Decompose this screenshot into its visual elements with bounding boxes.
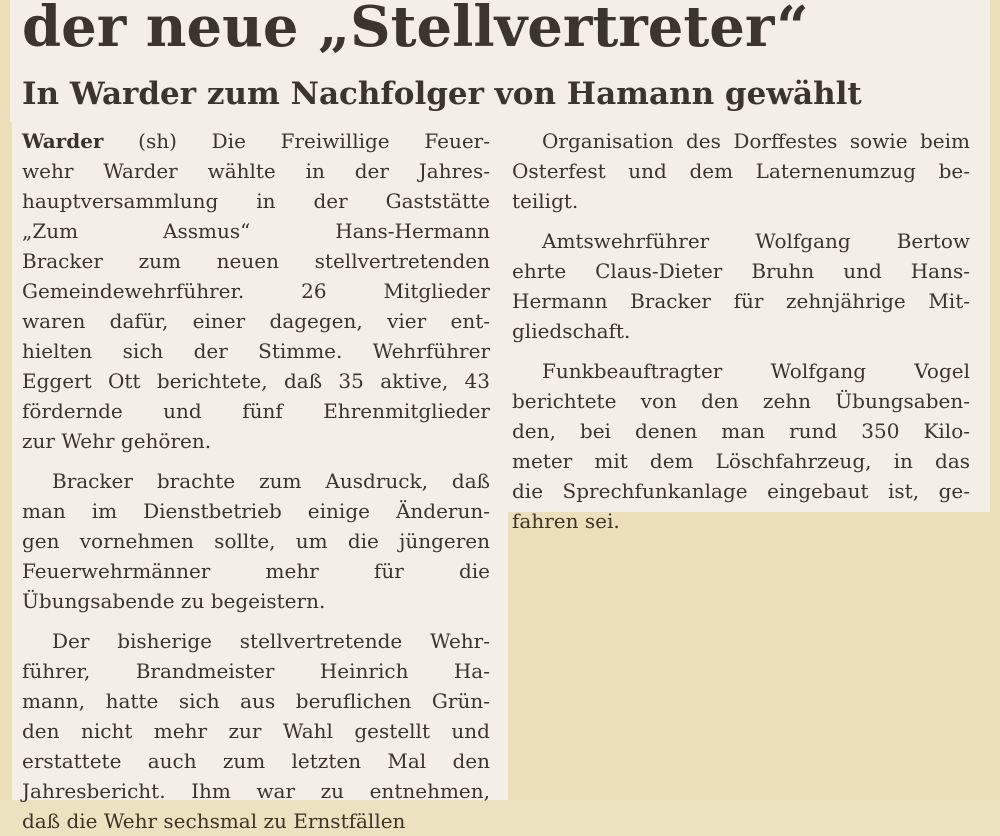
text-line: Organisation des Dorffestes sowie beim	[542, 129, 970, 153]
text-line: berichtete von den zehn Übungsaben-	[512, 389, 970, 413]
text-line: Eggert Ott berichtete, daß 35 aktive, 43	[22, 369, 490, 393]
text-line: Osterfest und dem Laternenumzug be-	[512, 159, 970, 183]
paragraph-gap	[22, 616, 490, 626]
text-line: „Zum Assmus“ Hans-Hermann	[22, 219, 490, 243]
text-line: Jahresbericht. Ihm war zu entnehmen,	[22, 779, 490, 803]
text-line: Funkbeauftragter Wolfgang Vogel	[542, 359, 970, 383]
text-line: Bracker zum neuen stellvertretenden	[22, 249, 490, 273]
text-line: mann, hatte sich aus beruflichen Grün-	[22, 689, 490, 713]
text-line: Bracker brachte zum Ausdruck, daß	[52, 469, 490, 493]
text-line: daß die Wehr sechsmal zu Ernstfällen	[22, 809, 406, 833]
text-line	[22, 126, 490, 156]
subheadline: In Warder zum Nachfolger von Hamann gewählt	[22, 76, 862, 112]
text-line: meter mit dem Löschfahrzeug, in das	[512, 449, 970, 473]
text-line: waren dafür, einer dagegen, vier ent-	[22, 309, 490, 333]
paragraph-gap	[22, 456, 490, 466]
text-line: Übungsabende zu begeistern.	[22, 589, 326, 613]
paragraph	[22, 626, 490, 836]
article-left-column	[22, 126, 490, 836]
text-line: gliedschaft.	[512, 319, 631, 343]
text-line: wehr Warder wählte in der Jahres-	[22, 159, 490, 183]
text-line: die Sprechfunkanlage eingebaut ist, ge-	[512, 479, 970, 503]
text-line: fahren sei.	[512, 509, 620, 533]
paragraph	[512, 356, 970, 536]
paragraph	[512, 226, 970, 346]
text-line: fördernde und fünf Ehrenmitglieder	[22, 399, 490, 423]
headline: der neue „Stellvertreter“	[22, 0, 809, 60]
text-line: Hermann Bracker für zehnjährige Mit-	[512, 289, 970, 313]
text-line: Feuerwehrmänner mehr für die	[22, 559, 490, 583]
paragraph	[22, 126, 490, 456]
paragraph-gap	[512, 346, 970, 356]
text-line: Amtswehrführer Wolfgang Bertow	[542, 229, 970, 253]
text-line: Der bisherige stellvertretende Wehr-	[52, 629, 490, 653]
text-line-content: (sh) Die Freiwillige Feuer-	[103, 129, 490, 153]
paragraph	[22, 466, 490, 616]
text-line: Gemeindewehrführer. 26 Mitglieder	[22, 279, 490, 303]
text-line: gen vornehmen sollte, um die jüngeren	[22, 529, 490, 553]
text-line: teiligt.	[512, 189, 579, 213]
text-line: hielten sich der Stimme. Wehrführer	[22, 339, 490, 363]
text-line: den nicht mehr zur Wahl gestellt und	[22, 719, 490, 743]
paragraph	[512, 126, 970, 216]
text-line: hauptversammlung in der Gaststätte	[22, 189, 490, 213]
text-line: ehrte Claus-Dieter Bruhn und Hans-	[512, 259, 970, 283]
dateline: Warder	[22, 129, 104, 153]
text-line: erstattete auch zum letzten Mal den	[22, 749, 490, 773]
text-line: man im Dienstbetrieb einige Änderun-	[22, 499, 490, 523]
article-right-column	[512, 126, 970, 536]
text-line: zur Wehr gehören.	[22, 429, 212, 453]
text-line: führer, Brandmeister Heinrich Ha-	[22, 659, 490, 683]
text-line: den, bei denen man rund 350 Kilo-	[512, 419, 970, 443]
paragraph-gap	[512, 216, 970, 226]
